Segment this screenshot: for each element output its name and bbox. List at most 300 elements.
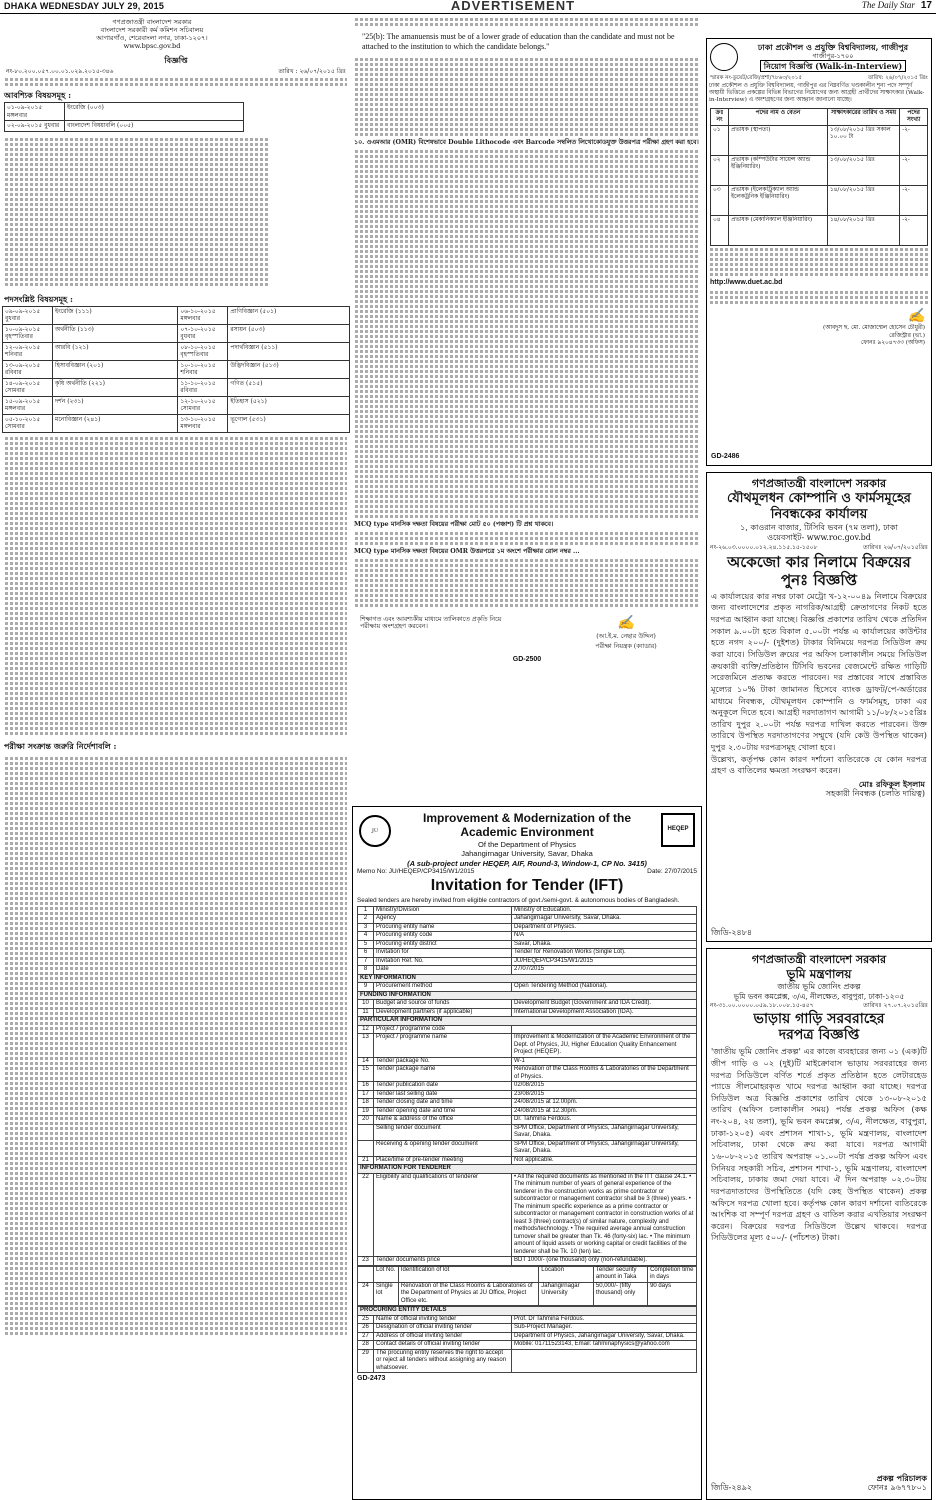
table-cell: Procuring entity name	[374, 923, 512, 932]
bpsc-signature-block	[556, 615, 696, 652]
table-cell: 17	[358, 1090, 374, 1099]
table-cell: Department of Physics.	[512, 923, 697, 932]
table-cell: 8	[358, 966, 374, 975]
tender-gd-code: GD-2473	[357, 1375, 386, 1383]
table-cell: 90 days	[648, 1282, 697, 1306]
bpsc-notice-left	[2, 16, 350, 1500]
table-row	[358, 1082, 697, 1091]
duet-signer-title: রেজিস্ট্রার (ভা.)	[889, 332, 925, 339]
table-cell: ০৬-১০-২০১৫ মঙ্গলবার	[178, 306, 228, 324]
table-cell: 19	[358, 1107, 374, 1116]
bpsc-right-top-text	[352, 18, 702, 26]
table-cell: ১৪/০৮/২০১৫ খ্রিঃ	[827, 186, 899, 216]
land-body: 'জাতীয় ভূমি জোনিং প্রকল্প' এর কাজে ব্যবহারের জন্য ০১ (এক)টি জীপ গাড়ি ও ০২ (দুই)টি মাইক্রোবাস ভাড়ায় সরবরাহের জন্য দরপত্র সিডিউলে বর্ণিত শর্তে প্রকৃত প্রতিষ্ঠান হতে লেটারহেড প্যাডে সীলমোহরকৃত খামে দরপত্র আহ্বান করা যাচ্ছে। দরপত্র সিডিউল অত্র বিজ্ঞপ্তি প্রকাশের তারিখ থেকে ১৩-০৮-২০১৫ তারিখ (অফিস চলাকালীন সময়) পর্যন্ত প্রকল্প অফিস (কক্ষ নং-২০৪, ২য় তলা), ভূমি ভবন কমপ্লেক্স, ৩/এ, নীলক্ষেত, বাবুপুরা, ঢাকা-১২০৫) এবং প্রশাসন শাখা-১, ভূমি মন্ত্রণালয়, বাংলাদেশ সচিবালয়, ঢাকা থেকে ক্রয় করা যাবে। দরপত্র আগামী ১৬-০৮-২০১৫ তারিখ অপরাহ্ন ০১.০০টা পর্যন্ত প্রকল্প অফিস এবং সিনিয়র সহকারী সচিব, প্রশাসন শাখা-১, ভূমি মন্ত্রণালয়, বাংলাদেশ সচিবালয়, ঢাকায় জমা দেয়া যাবে। ঐ দিন অপরাহ্ন ০২.৩০টায় দরপত্রদাতাদের উপস্থিতিতে (যদি কেহ উপস্থিত থাকেন) প্রকল্প অফিসে দরপত্র খোলা হবে। কর্তৃপক্ষ কোন কারণ দর্শানো ব্যতিরেকে আংশিক বা সম্পূর্ণ দরপত্র গ্রহণ ও বাতিল করার এখতিয়ার সংরক্ষণ করেন। বিক্রয়ের দরপত্র সিডিউলে উল্লেখ থাকবে। দরপত্র সিডিউলের মূল্য ৫০০/- (পাঁচশত) টাকা।	[711, 1046, 927, 1243]
table-cell: Project / programme code	[374, 1025, 512, 1034]
table-row	[358, 949, 697, 958]
land-gd-code: জিডি-২৪৯২	[711, 1483, 753, 1492]
table-cell: ১২-০৯-২০১৫ শনিবার	[3, 342, 53, 360]
table-cell: Procurement method	[374, 983, 512, 992]
table-row	[3, 396, 350, 414]
table-row	[358, 932, 697, 941]
table-row	[358, 957, 697, 966]
table-row	[358, 923, 697, 932]
table-cell: Date	[374, 966, 512, 975]
table-cell: Receiving & opening tender document	[374, 1140, 512, 1156]
table-cell: ১০-০৯-২০১৫ বৃহস্পতিবার	[3, 324, 53, 342]
table-cell: Tender security amount in Taka	[593, 1266, 647, 1282]
table-cell: 5	[358, 940, 374, 949]
table-row	[358, 906, 697, 915]
duet-header	[707, 39, 931, 75]
roc-signer: মোঃ রফিকুল ইসলাম	[858, 779, 925, 789]
duet-posts-table	[710, 108, 928, 246]
duet-conditions-2	[707, 291, 931, 304]
table-cell: 14	[358, 1057, 374, 1066]
table-row	[358, 1332, 697, 1341]
table-cell: পদার্থবিজ্ঞান (৫১১)	[228, 342, 350, 360]
table-cell: PROCURING ENTITY DETAILS	[358, 1307, 697, 1316]
table-row	[5, 121, 244, 132]
table-cell: International Development Association (IDA).	[512, 1008, 697, 1017]
land-gov: গণপ্রজাতন্ত্রী বাংলাদেশ সরকার	[751, 953, 887, 966]
table-cell: The procuring entity reserves the right to accept or reject all tenders without assigning any reason whatsoever.	[374, 1349, 512, 1373]
table-cell: গণিত (৫১৫)	[228, 378, 350, 396]
table-row	[358, 1017, 697, 1026]
duet-logo-icon	[710, 43, 738, 71]
table-cell: 50,000/- (fifty thousand) only	[593, 1282, 647, 1306]
table-cell: SPM Office, Department of Physics, Jahangirnagar University, Savar, Dhaka.	[512, 1124, 697, 1140]
land-ministry-notice	[706, 948, 932, 1500]
table-cell: Tender opening date and time	[374, 1107, 512, 1116]
table-cell: সাক্ষাৎকারের তারিখ ও সময়	[827, 108, 899, 125]
table-row	[3, 360, 350, 378]
table-row	[358, 1107, 697, 1116]
table-cell: Location	[539, 1266, 594, 1282]
table-cell: Budget and source of funds	[374, 1000, 512, 1009]
table-row	[711, 186, 928, 216]
table-cell: ১৪/০৮/২০১৫ খ্রিঃ	[827, 216, 899, 246]
table-row	[358, 1124, 697, 1140]
table-cell: Lot No.	[374, 1266, 399, 1282]
table-cell: 27	[358, 1332, 374, 1341]
duet-memo-row	[707, 75, 931, 82]
optional-heading: পদসংশ্লিষ্ট বিষয়সমূহ :	[4, 293, 73, 304]
table-row	[358, 1324, 697, 1333]
tender-university: Jahangirnagar University, Savar, Dhaka	[461, 849, 593, 859]
table-cell: Invitation Ref. No.	[374, 957, 512, 966]
table-cell: 26	[358, 1324, 374, 1333]
table-cell: 4	[358, 932, 374, 941]
table-cell: 1	[358, 906, 374, 915]
table-cell: প্রভাষক (মেকানিক্যাল ইঞ্জিনিয়ারিং)	[729, 216, 828, 246]
table-cell: Open Tendering Method (National).	[512, 983, 697, 992]
table-cell: Renovation of the Class Rooms & Laboratories of the Department of Physics at JU Office, Project Office etc.	[398, 1282, 538, 1306]
table-cell: Savar, Dhaka.	[512, 940, 697, 949]
table-cell: Mobile: 01711523143, Email: tahminaphysics@yahoo.com	[512, 1341, 697, 1350]
table-cell: • All the required documents as mentioned in the ITT clause 24.1. • The minimum number of years of general experience of the tenderer in the construction works as prime contractor or subcontractor or management contractor shall be 3 (three) years. • The minimum specific experience as a prime contractor or subcontractor or management contractor in construction works of at least 3 (three) contract(s) of similar nature, complexity and methods/technology. • The required average annual construction turnover shall be greater than Tk. 46 (forty-six) lac. • The minimum amount of liquid assets or working capital or credit facilities of the tenderer shall be Tk. 10 (ten) lac.	[512, 1173, 697, 1257]
duet-university: ঢাকা প্রকৌশল ও প্রযুক্তি বিশ্ববিদ্যালয়, গাজীপুর	[757, 42, 909, 52]
table-cell: Place/time of pre-tender meeting	[374, 1156, 512, 1165]
duet-notice	[706, 38, 932, 466]
table-cell: Procuring entity district	[374, 940, 512, 949]
table-row	[358, 1307, 697, 1316]
table-row	[358, 1008, 697, 1017]
roc-body: এ কার্যালয়ের কার নম্বর ঢাকা মেট্রো খ-১২-০০৪৯ নিলামে বিক্রয়ের জন্য বাংলাদেশের প্রকৃত নাগরিক/আগ্রহী ক্রেতাগণের নিকট হতে দরপত্র আহ্বান করা যাচ্ছে। বিজ্ঞপ্তি প্রকাশের তারিখ থেকে প্রতিদিন সকাল ৯.০০টা হতে বিকাল ৫.০০টা পর্যন্ত এ কার্যালয়ের কাউন্টার হতে নগদ ২০০/- (দুইশত) টাকার বিনিময়ে দরপত্র সিডিউল ক্রয় করা যাবে। সিডিউল ক্রয়ের পর অফিস চলাকালীন সময়ে সিডিউল ক্রয়কারী ব্যক্তি/প্রতিষ্ঠান টিসিবি ভবনের বেজমেন্টে রক্ষিত গাড়িটি সরেজমিনে প্রত্যক্ষ করতে পারবেন। দর প্রস্তাবের সাথে প্রস্তাবিত মূল্যের ১০% টাকা জামানত হিসেবে ব্যাংক ড্রাফট/পে-অর্ডারের মাধ্যমে নিবন্ধক, যৌথমূলধন কোম্পানি ও ফার্মসমূহ, ঢাকা এর অনুকূলে দিতে হবে। আগ্রহী দরদাতাগণ আগামী ১১/০৮/২০১৫খ্রিঃ তারিখ দুপুর ২.০০টা পর্যন্ত দরপত্র দাখিল করতে পারবেন। উক্ত তারিখে উপস্থিত দরদাতাগণের সম্মুখে (যদি কেউ উপস্থিত থাকেন) দুপুর ২.৩০টায় দরপত্রসমূহ খোলা হবে।	[711, 590, 927, 753]
roc-signature-block	[707, 777, 931, 801]
table-cell: 20	[358, 1116, 374, 1125]
table-cell: 3	[358, 923, 374, 932]
roc-body-2: উল্লেখ্য, কর্তৃপক্ষ কোন কারণ দর্শানো ব্যতিরেকে যে কোন দরপত্র গ্রহণ ও বাতিলের ক্ষমতা সংরক্ষণ করেন।	[711, 753, 927, 776]
table-cell: Tender package No.	[374, 1057, 512, 1066]
table-row	[3, 306, 350, 324]
bpsc-notice-title: বিজ্ঞপ্তি	[164, 54, 188, 65]
table-row	[358, 1099, 697, 1108]
table-cell	[512, 1349, 697, 1373]
table-cell: Name & address of the office	[374, 1116, 512, 1125]
table-cell: -২-	[900, 126, 928, 156]
table-cell: 23	[358, 1257, 374, 1266]
table-row	[358, 1165, 697, 1174]
duet-conditions	[707, 248, 931, 276]
table-cell: 24/08/2015 at 12.30pm.	[512, 1107, 697, 1116]
amanuensis-quote: "25(b): The amanuensis must be of a lower grade of education than the candidate and must not be attached to the institution to which the candidate belongs."	[362, 32, 675, 51]
table-row	[3, 324, 350, 342]
omr-item: ১০. ওএমআর (OMR) বিশেষভাবে Double Lithocode এবং Barcode সম্বলিত লিথোকোডযুক্ত উত্তরপত্র পরীক্ষা গ্রহণ করা হবে।	[354, 139, 699, 146]
table-cell: Identification of lot	[398, 1266, 538, 1282]
bpsc-signer-name: (আ.ই.ম. নেছার উদ্দিন)	[596, 633, 656, 641]
table-cell: W-1	[512, 1057, 697, 1066]
table-cell: 23/08/2015	[512, 1090, 697, 1099]
table-row	[358, 966, 697, 975]
table-cell: প্রভাষক (স্থাপত্য)	[729, 126, 828, 156]
table-row	[358, 1156, 697, 1165]
table-cell: 22	[358, 1173, 374, 1257]
table-cell: Sub-Project Manager.	[512, 1324, 697, 1333]
table-cell: Department of Physics, Jahangirnagar University, Savar, Dhaka.	[512, 1332, 697, 1341]
land-memo: নং-৩১.০০.০০০০.০৫৯.১৮.০০৮.১৫-৪৫৭	[710, 1002, 814, 1010]
land-footer	[707, 1469, 931, 1497]
table-cell: ০১-০৯-২০১৫ মঙ্গলবার	[5, 103, 65, 121]
table-cell: Dr. Tahmina Ferdous.	[512, 1116, 697, 1125]
tender-memo: Memo No: JU/HEQEP/CP3415/W1/2015	[357, 867, 475, 875]
table-row	[358, 991, 697, 1000]
duet-intro: ঢাকা প্রকৌশল ও প্রযুক্তি বিশ্ববিদ্যালয়, গাজীপুর এর নিম্নবর্ণিত খণ্ডকালীন শূন্য পদে সম্পূর্ণ অস্থায়ী ভিত্তিতে প্রকল্পের বিভিন্ন বিভাগের নিয়োগের জন্য আগ্রহী প্রার্থীদের সাক্ষাৎকার (Walk-in-Interview) এ অংশগ্রহণের জন্য আহ্বান জানানো যাচ্ছে।	[709, 83, 925, 104]
table-cell: 10	[358, 1000, 374, 1009]
tender-table	[357, 906, 697, 1266]
land-signature-block	[868, 1473, 927, 1493]
table-cell: Agency	[374, 915, 512, 924]
table-cell: রসায়ন (৫০৩)	[228, 324, 350, 342]
duet-memo: স্মারক নং-ডুয়েট/রেজি/প্রশা/৭৮৬৩/২০১৫	[710, 75, 802, 82]
table-cell: Completion time in days	[648, 1266, 697, 1282]
table-cell: Name of official inviting tender	[374, 1315, 512, 1324]
roc-title-1: অকেজো কার নিলামে বিক্রয়ের	[727, 552, 911, 571]
table-row	[358, 974, 697, 983]
roc-signer-title: সহকারী নিবন্ধক (চলতি দায়িত্ব)	[825, 789, 925, 798]
bpsc-gd-code: GD-2500	[512, 655, 542, 663]
table-cell: Tender package name	[374, 1066, 512, 1082]
table-cell: 25	[358, 1315, 374, 1324]
table-cell	[358, 1266, 374, 1282]
table-cell: ০৪	[711, 216, 729, 246]
table-cell	[358, 1140, 374, 1156]
table-cell: 11	[358, 1008, 374, 1017]
table-cell: JU/HEQEP/CP3415/W1/2015	[512, 957, 697, 966]
roc-memo-row	[707, 543, 931, 553]
roc-notice	[706, 472, 932, 942]
table-cell: 28	[358, 1341, 374, 1350]
table-section-heading: FUNDING INFORMATION	[358, 991, 697, 1000]
table-cell: 24	[358, 1282, 374, 1306]
land-title-1: ভাড়ায় গাড়ি সরবরাহের	[753, 1010, 885, 1027]
optional-subjects-table	[2, 306, 350, 433]
table-cell: হিসাববিজ্ঞান (২০১)	[53, 360, 178, 378]
table-cell: ১২-১০-২০১৫ সোমবার	[178, 396, 228, 414]
table-cell: ইতিহাস (৫২১)	[228, 396, 350, 414]
table-cell: কৃষি অর্থনীতি (২২১)	[53, 378, 178, 396]
table-cell: আরবি (১২১)	[53, 342, 178, 360]
table-row	[3, 378, 350, 396]
bpsc-right-para-4	[352, 559, 702, 607]
table-row	[5, 103, 244, 121]
bpsc-notice-right	[352, 16, 702, 802]
duet-signature-block	[707, 306, 931, 349]
table-cell: Single lot	[374, 1282, 399, 1306]
land-date: তারিখঃ ২৭.০৭.২০১৫খ্রিঃ	[863, 1002, 928, 1010]
table-cell: Development Budget (Government and IDA Credit).	[512, 1000, 697, 1009]
table-cell: Tender last selling date	[374, 1090, 512, 1099]
table-cell: ভূগোল (৫৩১)	[228, 414, 350, 432]
tender-memo-row	[353, 868, 701, 876]
table-row	[358, 1282, 697, 1306]
table-cell: 18	[358, 1099, 374, 1108]
bpsc-right-para-2	[352, 150, 702, 518]
table-cell: 16	[358, 1082, 374, 1091]
table-cell: ১৩-০৯-২০১৫ রবিবার	[3, 360, 53, 378]
roc-date: তারিখঃ ২৬/০৭/২০১৫খ্রিঃ	[863, 544, 928, 552]
table-cell: Project / programme name	[374, 1034, 512, 1058]
table-row	[358, 1000, 697, 1009]
table-cell: ০৫-১০-২০১৫ সোমবার	[3, 414, 53, 432]
table-cell: Development partners (if applicable)	[374, 1008, 512, 1017]
optional-table-continued	[2, 433, 350, 739]
table-cell: ০৯-০৯-২০১৫ বুধবার	[3, 306, 53, 324]
duet-location: গাজীপুর-১৭০০	[812, 52, 854, 60]
table-cell: Renovation of the Class Rooms & Laboratories of the Department of Physics.	[512, 1066, 697, 1082]
table-cell: ১১-১০-২০১৫ রবিবার	[178, 378, 228, 396]
table-cell: ০৮-১০-২০১৫ বৃহস্পতিবার	[178, 342, 228, 360]
table-row	[358, 1140, 697, 1156]
table-cell: পদের সংখ্যা	[900, 108, 928, 125]
table-cell: Not applicable.	[512, 1156, 697, 1165]
table-cell: Selling tender document	[374, 1124, 512, 1140]
table-cell: Procuring entity code	[374, 932, 512, 941]
table-row	[358, 940, 697, 949]
bpsc-header	[62, 16, 242, 53]
bpsc-footer	[352, 609, 702, 652]
table-row	[358, 1066, 697, 1082]
table-cell: -২-	[900, 156, 928, 186]
table-cell: SPM Office, Department of Physics, Jahangirnagar University, Savar, Dhaka.	[512, 1140, 697, 1156]
table-cell: 2	[358, 915, 374, 924]
table-cell: ০২-০৯-২০১৫ বুধবার	[5, 121, 65, 132]
paper-name	[862, 0, 932, 13]
table-cell: Eligibility and qualifications of tenderer	[374, 1173, 512, 1257]
roc-memo: নং-২৬.০৩.০০০০.০১২.২৪.১১৫.১৫-১৫০৮	[710, 544, 818, 552]
table-row	[358, 915, 697, 924]
table-row	[711, 156, 928, 186]
bpsc-header-line: আগারগাঁও, শেরেবাংলা নগর, ঢাকা-১২০৭।	[96, 34, 208, 43]
land-title-2: দরপত্র বিজ্ঞপ্তি	[778, 1027, 860, 1044]
table-cell: মনোবিজ্ঞান (২৪১)	[53, 414, 178, 432]
duet-website-link[interactable]: http://www.duet.ac.bd	[710, 279, 783, 287]
table-cell: Ministry/Division	[374, 906, 512, 915]
table-cell: Designation of official inviting tender	[374, 1324, 512, 1333]
table-cell: ১০-১০-২০১৫ শনিবার	[178, 360, 228, 378]
table-cell: প্রভাষক (কম্পিউটার সায়েন্স অ্যান্ড ইঞ্জিনিয়ারিং)	[729, 156, 828, 186]
table-cell: ০৩	[711, 186, 729, 216]
table-cell: বাংলাদেশ বিষয়াবলি (০০৫)	[65, 121, 244, 132]
land-address: ভূমি ভবন কমপ্লেক্স, ৩/এ, নীলক্ষেত, বাবুপুরা, ঢাকা-১২০৫	[733, 991, 905, 1001]
table-cell: Tender publication date	[374, 1082, 512, 1091]
table-cell: Jahangirnagar University	[539, 1282, 594, 1306]
compulsory-table-continued	[2, 132, 272, 292]
table-row	[358, 1090, 697, 1099]
tender-title: Improvement & Modernization of the Academic Environment	[422, 811, 631, 840]
table-cell: অর্থনীতি (১১৩)	[53, 324, 178, 342]
table-row	[3, 342, 350, 360]
table-cell: 6	[358, 949, 374, 958]
bpsc-right-para-3	[352, 532, 702, 545]
duet-signer: (আবদুস ছ. মো. মোজাম্মেল হোসেন চৌধুরী)	[822, 325, 925, 332]
instructions-heading: পরীক্ষা সংক্রান্ত জরুরি নির্দেশাবলি :	[4, 740, 117, 751]
tender-date: Date: 27/07/2015	[647, 867, 697, 875]
bpsc-intro-text	[2, 78, 350, 86]
table-cell: ১৪-০৯-২০১৫ সোমবার	[3, 378, 53, 396]
table-cell: Ministry of Education.	[512, 906, 697, 915]
roc-address: ১, কাওরান বাজার, টিসিবি ভবন (৭ম তলা), ঢাকা	[740, 523, 898, 533]
land-header	[707, 949, 931, 1001]
duet-gd-code: GD-2486	[711, 453, 740, 461]
table-cell: ০১	[711, 126, 729, 156]
table-cell: প্রভাষক (ইলেকট্রিক্যাল অ্যান্ড ইলেকট্রনিক ইঞ্জিনিয়ারিং)	[729, 186, 828, 216]
table-cell: প্রাণিবিজ্ঞান (৫০১)	[228, 306, 350, 324]
table-cell: BDT 1000/- (one thousand) only (non-refundable).	[512, 1257, 697, 1266]
table-cell: N/A	[512, 932, 697, 941]
duet-title-block	[738, 42, 928, 72]
tender-header	[353, 807, 701, 868]
table-cell: 13	[358, 1034, 374, 1058]
table-cell: 29	[358, 1349, 374, 1373]
page-number: 17	[920, 0, 932, 12]
table-cell: Invitation for	[374, 949, 512, 958]
table-row	[358, 1025, 697, 1034]
ju-logo-icon: JU	[359, 815, 391, 847]
table-cell: ১৩-১০-২০১৫ মঙ্গলবার	[178, 414, 228, 432]
table-cell: Tender closing date and time	[374, 1099, 512, 1108]
table-row	[711, 216, 928, 246]
table-cell: 9	[358, 983, 374, 992]
table-cell	[512, 1025, 697, 1034]
ift-heading: Invitation for Tender (IFT)	[430, 877, 624, 895]
roc-website: ওয়েবসাইট- www.roc.gov.bd	[767, 533, 871, 543]
table-section-heading: INFORMATION FOR TENDERER	[358, 1165, 697, 1174]
table-cell: ০২	[711, 156, 729, 186]
issue-date: DHAKA WEDNESDAY JULY 29, 2015	[4, 0, 165, 11]
roc-gov: গণপ্রজাতন্ত্রী বাংলাদেশ সরকার	[751, 477, 887, 490]
table-row	[711, 126, 928, 156]
tender-subproject: (A sub-project under HEQEP, AIF, Round-3, Window-1, CP No. 3415)	[407, 858, 647, 868]
tender-dept: Of the Department of Physics	[478, 839, 576, 849]
table-row	[358, 983, 697, 992]
table-cell: Prof. Dr Tahmina Ferdous.	[512, 1315, 697, 1324]
table-cell: ১৩/০৮/২০১৫ খ্রিঃ	[827, 156, 899, 186]
table-row	[358, 1266, 697, 1282]
table-row	[711, 108, 928, 125]
duet-notice-title: নিয়োগ বিজ্ঞপ্তি (Walk-in-Interview)	[760, 60, 906, 72]
bpsc-memo: নং-৮০.২০০.০৫৭.০০.০১.০২৯.২০১৫-৩৪৬	[6, 67, 114, 75]
duet-date: তারিখ: ২৬/০৭/২০১৫ খ্রিঃ	[867, 75, 928, 82]
table-cell: 02/08/2015	[512, 1082, 697, 1091]
roc-title-2: পুনঃ বিজ্ঞপ্তি	[781, 570, 857, 589]
table-cell: Improvement & Modernization of the Academic Environment of the Dept. of Physics, JU, Higher Education Quality Enhancement Project (HEQEP).	[512, 1034, 697, 1058]
table-section-heading: KEY INFORMATION	[358, 974, 697, 983]
table-row	[358, 1057, 697, 1066]
table-row	[358, 1034, 697, 1058]
roc-gd-code: জিডি-২৪৮৪	[711, 928, 753, 937]
table-cell: 12	[358, 1025, 374, 1034]
table-row	[358, 1116, 697, 1125]
roc-office: যৌথমূলধন কোম্পানি ও ফার্মসমূহের নিবন্ধকের কার্যালয়	[727, 490, 911, 522]
table-cell: ক্রঃ নং	[711, 108, 729, 125]
mcq-item: MCQ type মানসিক দক্ষতা বিষয়ের পরীক্ষা মোট ৫০ (পঞ্চাশ) টি প্রশ্ন থাকবে।	[354, 520, 554, 528]
land-ministry: ভূমি মন্ত্রণালয়	[786, 966, 852, 981]
mcq-item-2: MCQ type মানসিক দক্ষতা বিষয়ের OMR উত্তরপত্রে ১ম অংশে পরীক্ষার রোল নম্বর ...	[354, 547, 580, 555]
table-cell: পদের নাম ও বেতন	[729, 108, 828, 125]
land-project: জাতীয় ভূমি জোনিং প্রকল্প	[777, 981, 861, 991]
table-cell: 24/08/2015 at 12.00pm.	[512, 1099, 697, 1108]
table-cell: 7	[358, 957, 374, 966]
section-title: ADVERTISEMENT	[450, 0, 576, 14]
table-row	[358, 1257, 697, 1266]
land-memo-row	[707, 1001, 931, 1011]
table-cell: Jahangirnagar University, Savar, Dhaka.	[512, 915, 697, 924]
table-cell: Address of official inviting tender	[374, 1332, 512, 1341]
paper-logo-text: The Daily Star	[861, 0, 915, 11]
bpsc-signer-title: পরীক্ষা নিয়ন্ত্রক (ক্যাডার)	[595, 642, 657, 650]
heqep-logo-icon: HEQEP	[661, 813, 695, 847]
table-cell: ১৩/০৮/২০১৫ খ্রিঃ সকাল ১০.০০ টা	[827, 126, 899, 156]
table-cell: Contact details of official inviting tender	[374, 1341, 512, 1350]
table-cell: ১৫-০৯-২০১৫ মঙ্গলবার	[3, 396, 53, 414]
duet-phone: ফোনঃ ৯২০৪৭৩৩ (অফিস)	[860, 339, 925, 346]
signature-image: ✍	[617, 615, 635, 631]
bpsc-header-line: গণপ্রজাতন্ত্রী বাংলাদেশ সরকার	[112, 18, 192, 26]
bpsc-right-para	[352, 58, 702, 136]
bpsc-memo-row	[2, 67, 350, 77]
table-cell: ইংরেজি (০০৩)	[65, 103, 244, 121]
tender-intro: Sealed tenders are hereby invited from eligible contractors of govt./semi-govt. & autonomous bodies of Bangladesh.	[357, 897, 680, 905]
lot-table	[357, 1266, 697, 1307]
procuring-entity-table	[357, 1306, 697, 1373]
masthead	[0, 0, 936, 14]
table-cell: 15	[358, 1066, 374, 1082]
table-row	[358, 1349, 697, 1373]
table-cell	[358, 1124, 374, 1140]
land-signer: প্রকল্প পরিচালক	[876, 1473, 927, 1483]
compulsory-table	[4, 102, 244, 132]
table-cell: ইংরেজি (১১১)	[53, 306, 178, 324]
